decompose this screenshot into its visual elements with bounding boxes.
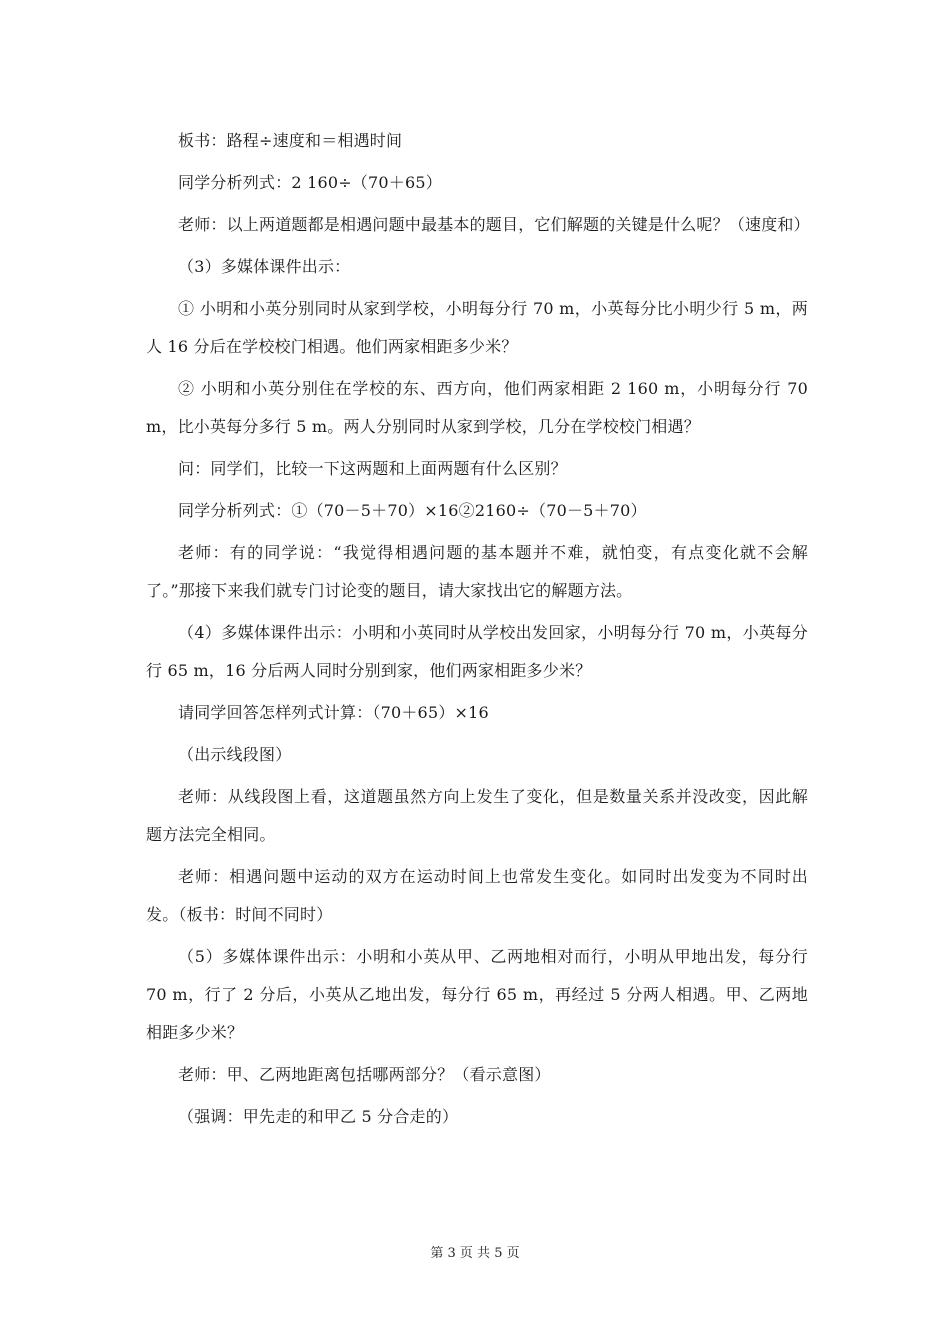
paragraph-student-answer: 请同学回答怎样列式计算：（70＋65）×16 [178,703,489,722]
paragraph-teacher-distance-parts: 老师：甲、乙两地距离包括哪两部分？（看示意图） [178,1065,551,1084]
paragraph-teacher-time-variation: 老师：相遇问题中运动的双方在运动时间上也常发生变化。如同时出发变为不同时出发。（板书：时间不同时） [146,867,808,924]
paragraph-section-3-heading: （3）多媒体课件出示： [178,257,351,276]
paragraph-problem-1: ① 小明和小英分别同时从家到学校，小明每分行 70 m，小英每分比小明少行 5 m，两人 16 分后在学校校门相遇。他们两家相距多少米？ [146,299,808,356]
paragraph-student-formula-1: 同学分析列式：2 160÷（70＋65） [178,173,442,192]
paragraph-teacher-question-key: 老师：以上两道题都是相遇问题中最基本的题目，它们解题的关键是什么呢？（速度和） [178,215,810,234]
page-number-footer: 第 3 页 共 5 页 [430,1246,520,1261]
paragraph-show-diagram: （出示线段图） [178,745,292,764]
paragraph-emphasis-note: （强调：甲先走的和甲乙 5 分合走的） [178,1107,459,1126]
document-body [146,122,808,1140]
paragraph-teacher-variation: 老师：有的同学说：“我觉得相遇问题的基本题并不难，就怕变，有点变化就不会解了。”那接下来我们就专门讨论变的题目，请大家找出它的解题方法。 [146,543,808,600]
paragraph-student-formula-2: 同学分析列式：①（70－5＋70）×16②2160÷（70－5＋70） [178,501,647,520]
paragraph-section-5-problem: （5）多媒体课件出示：小明和小英从甲、乙两地相对而行，小明从甲地出发，每分行 70 m，行了 2 分后，小英从乙地出发，每分行 65 m，再经过 5 分两人相遇。甲、乙两地相距多少米？ [146,947,808,1042]
paragraph-blackboard-formula: 板书：路程÷速度和＝相遇时间 [178,131,403,150]
paragraph-problem-2: ② 小明和小英分别住在学校的东、西方向，他们两家相距 2 160 m，小明每分行 70 m，比小英每分多行 5 m。两人分别同时从家到学校，几分在学校校门相遇？ [146,379,808,436]
paragraph-section-4-problem: （4）多媒体课件出示：小明和小英同时从学校出发回家，小明每分行 70 m，小英每分行 65 m，16 分后两人同时分别到家，他们两家相距多少米？ [146,623,808,680]
paragraph-compare-question: 问：同学们，比较一下这两题和上面两题有什么区别？ [178,459,567,478]
paragraph-teacher-diagram-note: 老师：从线段图上看，这道题虽然方向上发生了变化，但是数量关系并没改变，因此解题方法完全相同。 [146,787,808,844]
